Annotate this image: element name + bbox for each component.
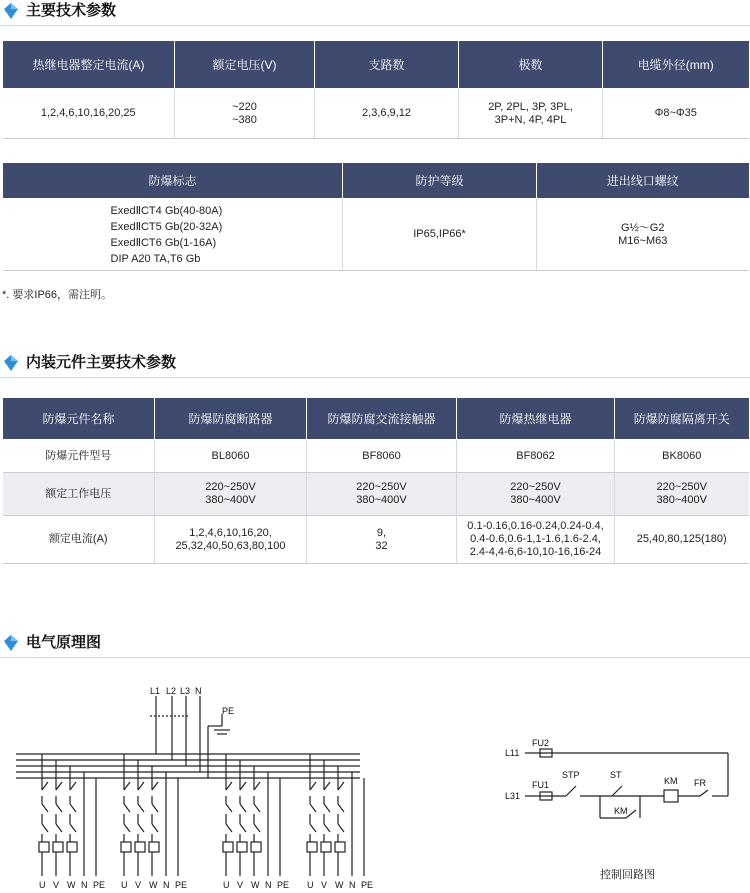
- diamond-icon: [2, 634, 20, 652]
- voltage-line: 220~250V: [656, 481, 707, 493]
- header-cell: 防爆防腐交流接触器: [307, 398, 457, 440]
- voltage-line: 220~250V: [510, 481, 561, 493]
- control-label: FU2: [532, 738, 550, 748]
- control-label: L11: [505, 748, 520, 758]
- outgoing-label: U: [121, 880, 128, 890]
- section-header-main-params: [0, 0, 750, 26]
- incoming-label: N: [195, 686, 202, 696]
- section-title: 电气原理图: [26, 634, 102, 651]
- model-cell: BK8060: [615, 440, 749, 473]
- voltage-line: ~220: [232, 100, 257, 113]
- voltage-cell: [155, 473, 307, 516]
- poles-cell: [459, 89, 603, 139]
- thread-line: M16~M63: [618, 234, 668, 247]
- section-title: 内装元件主要技术参数: [26, 354, 177, 371]
- thread-cell: [537, 199, 749, 271]
- current-cell: 25,40,80,125(180): [615, 516, 749, 564]
- row-label: 额定工作电压: [3, 473, 155, 516]
- model-cell: BF8060: [307, 440, 457, 473]
- current-line: 0.4-0.6,0.6-1,1-1.6,1.6-2.4,: [470, 533, 601, 545]
- current-line: 9,: [376, 526, 387, 539]
- control-label: FR: [694, 778, 706, 788]
- cable-cell: Φ8~Φ35: [603, 89, 749, 139]
- table-row: [3, 516, 749, 564]
- voltage-cell: [175, 89, 315, 139]
- mark-line: ExedⅡCT4 Gb(40-80A): [110, 204, 223, 217]
- voltage-line: 380~400V: [205, 494, 256, 506]
- outgoing-label: V: [53, 880, 60, 890]
- control-label: STP: [562, 770, 580, 780]
- control-caption: 控制回路图: [600, 869, 655, 881]
- main-params-table: [2, 40, 749, 139]
- header-cell: 防爆防腐断路器: [155, 398, 307, 440]
- explosion-proof-table: [2, 162, 749, 271]
- current-cell: [307, 516, 457, 564]
- outgoing-label: PE: [175, 880, 188, 890]
- model-cell: BL8060: [155, 440, 307, 473]
- thread-line: G½～G2: [621, 221, 665, 234]
- outgoing-label: V: [237, 880, 244, 890]
- header-cell: 防爆防腐隔离开关: [615, 398, 749, 440]
- poles-line: 3P+N, 4P, 4PL: [494, 113, 567, 126]
- current-line: 0.1-0.16,0.16-0.24,0.24-0.4,: [467, 520, 604, 532]
- poles-line: 2P, 2PL, 3P, 3PL,: [488, 100, 573, 113]
- divider: [0, 25, 750, 26]
- header-cell: 进出线口螺纹: [537, 163, 749, 199]
- current-cell: 1,2,4,6,10,16,20,25: [3, 89, 175, 139]
- outgoing-label: W: [149, 880, 158, 890]
- outgoing-label: N: [163, 880, 170, 890]
- incoming-label: L3: [180, 686, 191, 696]
- voltage-line: 220~250V: [205, 481, 256, 493]
- outgoing-label: U: [39, 880, 46, 890]
- header-cell: 支路数: [315, 41, 459, 89]
- voltage-cell: [307, 473, 457, 516]
- incoming-label: L2: [166, 686, 177, 696]
- footnote: *. 要求IP66，需注明。: [2, 289, 113, 301]
- protection-cell: IP65,IP66*: [343, 199, 537, 271]
- voltage-line: ~380: [232, 113, 257, 126]
- outgoing-label: W: [67, 880, 76, 890]
- header-cell: 热继电器整定电流(A): [3, 41, 175, 89]
- outgoing-label: PE: [277, 880, 290, 890]
- outgoing-label: V: [135, 880, 142, 890]
- mark-line: ExedⅡCT5 Gb(20-32A): [110, 220, 223, 233]
- voltage-line: 380~400V: [656, 494, 707, 506]
- current-line: 25,32,40,50,63,80,100: [175, 539, 286, 552]
- outgoing-label: PE: [361, 880, 374, 890]
- header-cell: 极数: [459, 41, 603, 89]
- current-cell: [155, 516, 307, 564]
- branches-cell: 2,3,6,9,12: [315, 89, 459, 139]
- divider: [0, 657, 750, 658]
- diamond-icon: [2, 2, 20, 20]
- current-line: 2.4-4,4-6,6-10,10-16,16-24: [469, 546, 602, 558]
- current-line: 32: [375, 539, 388, 552]
- outgoing-label: V: [321, 880, 328, 890]
- row-label: 防爆元件型号: [3, 440, 155, 473]
- section-title: 主要技术参数: [26, 2, 117, 19]
- control-label: KM: [614, 806, 628, 816]
- table-row: [3, 473, 749, 516]
- voltage-line: 220~250V: [356, 481, 407, 493]
- outgoing-label: W: [335, 880, 344, 890]
- control-label: ST: [610, 770, 622, 780]
- control-label: FU1: [532, 780, 550, 790]
- components-table: [2, 397, 749, 564]
- current-line: 1,2,4,6,10,16,20,: [189, 526, 272, 539]
- section-header-components: [0, 352, 750, 378]
- row-label: 额定电流(A): [3, 516, 155, 564]
- header-cell: 额定电压(V): [175, 41, 315, 89]
- outgoing-label: N: [265, 880, 272, 890]
- outgoing-label: W: [251, 880, 260, 890]
- voltage-cell: [457, 473, 615, 516]
- current-cell: [457, 516, 615, 564]
- header-cell: 电缆外径(mm): [603, 41, 749, 89]
- control-label: L31: [505, 791, 521, 801]
- header-cell: 防护等级: [343, 163, 537, 199]
- divider: [0, 377, 750, 378]
- header-cell: 防爆标志: [3, 163, 343, 199]
- control-label: KM: [664, 776, 678, 786]
- outgoing-label: U: [307, 880, 314, 890]
- table-row: [3, 199, 749, 271]
- section-header-diagram: [0, 632, 750, 658]
- model-cell: BF8062: [457, 440, 615, 473]
- mark-line: DIP A20 TA,T6 Gb: [110, 252, 201, 265]
- voltage-line: 380~400V: [510, 494, 561, 506]
- table-row: [3, 89, 749, 139]
- voltage-line: 380~400V: [356, 494, 407, 506]
- marks-cell: [3, 199, 343, 271]
- header-cell: 防爆元件名称: [3, 398, 155, 440]
- outgoing-label: N: [349, 880, 356, 890]
- table-row: [3, 440, 749, 473]
- voltage-cell: [615, 473, 749, 516]
- outgoing-label: N: [81, 880, 88, 890]
- outgoing-label: PE: [93, 880, 106, 890]
- mark-line: ExedⅡCT6 Gb(1-16A): [110, 236, 217, 249]
- diamond-icon: [2, 354, 20, 372]
- pe-label: PE: [222, 706, 235, 716]
- outgoing-label: U: [223, 880, 230, 890]
- header-cell: 防爆热继电器: [457, 398, 615, 440]
- incoming-label: L1: [150, 686, 161, 696]
- electrical-schematic: [0, 664, 750, 893]
